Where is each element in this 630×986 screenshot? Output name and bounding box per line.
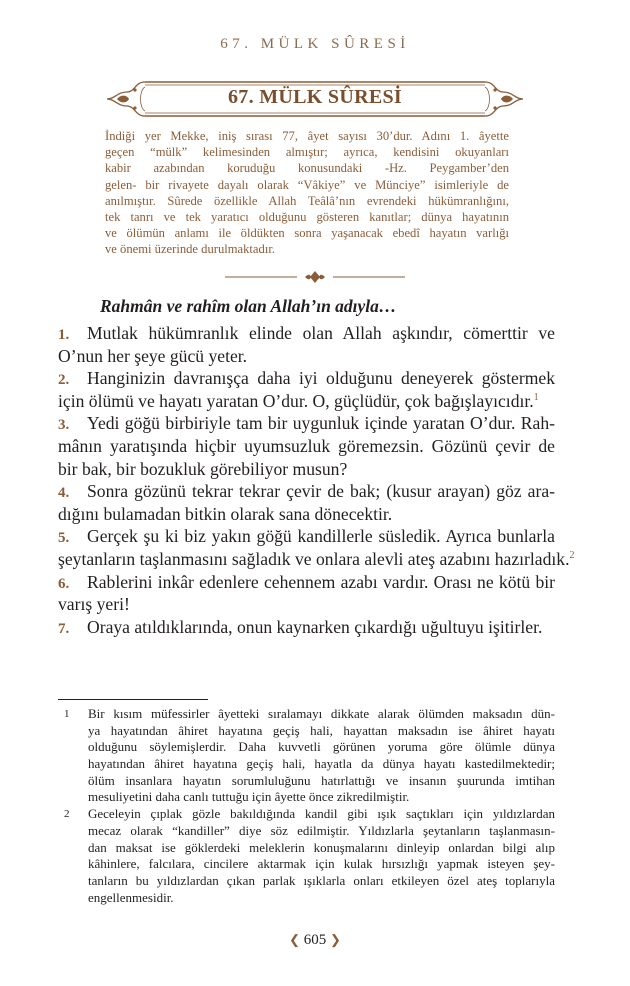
verse-line: [58, 412, 555, 435]
intro-line: anılmıştır. Sûrede özellikle Allah Teâlâ’nın evrendeki hükümranlığını,: [105, 193, 509, 208]
footnote-line: engellenmesidir.: [88, 889, 174, 905]
running-head: 67. MÜLK SÛRESİ: [220, 36, 410, 52]
verse-text: bir bak, bir bozukluk görebiliyor musun?: [58, 458, 348, 479]
verse-line: [58, 480, 555, 503]
footnote-line: olduğunu söylemişlerdir. Daha kuvvetli görünen yoruma göre ölümle dünya: [88, 739, 555, 755]
footnote-line: ölüm insanlara hayatın sorumluluğunu hatırlattığı ve insanın şuurunda imtihan: [88, 772, 555, 788]
verse-line: [58, 616, 555, 639]
verse-line: [58, 322, 555, 345]
verse-line: [58, 593, 555, 616]
verse-text: Sonra gözünü tekrar tekrar çevir de bak; (kusur arayan) göz ara-: [87, 481, 555, 502]
verse-number: 7.: [58, 620, 70, 637]
footnote-line: Geceleyin çıplak gözle bakıldığında kandil gibi ışık saçtıkları için yıldızlardan: [88, 806, 555, 822]
footnote-line: ya hayatından âhiret hayatına geçiş hali, hayattan maksadın ise âhiret hayatı: [88, 722, 555, 738]
verse-number: 3.: [58, 417, 70, 434]
intro-line: tek tanrı ve tek yaratıcı olduğunu gösteren kanıtlar; dünya hayatının: [105, 209, 509, 224]
verse-line: [58, 458, 555, 481]
intro-line: ve önemi üzerinde durulmaktadır.: [105, 242, 275, 257]
surah-title: 67. MÜLK SÛRESİ: [228, 86, 402, 108]
verse-text: için ölümü ve hayatı yaratan O’dur. O, güçlüdür, çok bağışlayıcıdır.: [58, 390, 534, 411]
verse-number: 6.: [58, 575, 70, 592]
intro-line: geçen “mülk” kelimesinden almıştır; ayrıca, kendisini okuyanları: [105, 145, 509, 160]
surah-introduction: [105, 128, 509, 258]
right-ornament-icon: ❯: [330, 932, 341, 947]
footnote-number: 1: [64, 708, 70, 720]
verse-text: varış yeri!: [58, 594, 130, 615]
section-divider-ornament: [225, 270, 405, 284]
footnote-separator: [58, 699, 208, 700]
verse-text: Yedi göğü birbiriyle tam bir uygunluk içinde yaratan O’dur. Rah-: [87, 413, 555, 434]
verse-list: [58, 322, 575, 638]
intro-line: kabir azabından koruduğu konusundaki -Hz. Peygamber’den: [105, 161, 509, 176]
verse-text: Oraya atıldıklarında, onun kaynarken çıkardığı uğultuyu işitirler.: [87, 616, 543, 637]
page-number: 605: [303, 932, 327, 948]
verse-text: Mutlak hükümranlık elinde olan Allah aşkındır, cömerttir ve: [87, 323, 555, 343]
page-number-footer: [0, 932, 630, 949]
verse-text: mânın yaratışında hiçbir uyumsuzluk göremezsin. Gözünü çevir de: [58, 435, 555, 456]
footnote-line: Bir kısım müfessirler âyetteki sıralamayı dikkate alarak ölümden maksadın dün-: [88, 706, 555, 721]
intro-line: ve ölümün anlamı ile öldükten sonra yaşanacak ebedî hayatın varlığı: [105, 226, 509, 241]
footnote: [58, 706, 555, 806]
verse-line: [58, 367, 555, 390]
left-ornament-icon: ❮: [289, 932, 300, 947]
intro-line: gelen- bir rivayete dayalı olarak “Vâkiye” ve Münciye” isimleriyle de: [105, 177, 509, 192]
verse-text: O’nun her şeye gücü yeter.: [58, 345, 248, 366]
verse-line: [58, 345, 555, 368]
verse-line: [58, 525, 555, 548]
verse-text: dığını bulamadan bitkin olarak sana dönecektir.: [58, 503, 393, 524]
verse-line: [58, 571, 555, 594]
footnote-line: tanların bu yıldızlardan çıkan parlak ışıklarla onları etkileyen özel ateş toplarıyla: [88, 872, 555, 888]
verse-number: 4.: [58, 485, 70, 502]
verse-text: Gerçek şu ki biz yakın göğü kandillerle süsledik. Ayrıca bunlarla: [87, 526, 555, 547]
basmala: Rahmân ve rahîm olan Allah’ın adıyla…: [100, 296, 397, 316]
footnote-line: dan maksat ise göklerdeki meleklerin konuşmalarını dinleyip onlardan bilgi alıp: [88, 839, 555, 855]
footnote-reference[interactable]: 1: [533, 391, 539, 403]
verse-line: [58, 503, 555, 526]
intro-line: İndiği yer Mekke, iniş sırası 77, âyet sayısı 30’dur. Adını 1. âyette: [105, 129, 509, 143]
verse-text: şeytanların taşlanmasını sağladık ve onlara alevli ateş azabını hazırladık.: [58, 548, 570, 569]
footnote-number: 2: [64, 808, 70, 821]
verse-line: [58, 548, 575, 571]
footnotes: [58, 706, 555, 906]
verse-number: 2.: [58, 372, 70, 389]
footnote-reference[interactable]: 2: [569, 550, 575, 562]
verse-text: Hanginizin davranışça daha iyi olduğunu deneyerek göstermek: [87, 368, 555, 389]
verse-line: [58, 435, 555, 458]
verse-number: 5.: [58, 530, 70, 547]
verse-number: 1.: [58, 327, 70, 343]
verse-text: Rablerini inkâr edenlere cehennem azabı vardır. Orası ne kötü bir: [87, 571, 555, 592]
footnote-line: mecaz olarak “kandiller” diye söz edilmiştir. Yıldızlarla şeytanların taşlanmasın-: [88, 822, 555, 838]
footnote: [58, 806, 555, 906]
footnote-line: hayatından âhiret hayatına geçiş hali, hayatla da dünya hayatı kastedilmektedir;: [88, 756, 555, 772]
surah-title-banner: [105, 78, 525, 120]
verse-line: [58, 390, 555, 413]
footnote-line: kâhinlere, falcılara, cincilere aktarmak için kulak hırsızlığı yapmak isteyen şey-: [88, 856, 555, 872]
footnote-line: mesuliyetini daha canlı tuttuğu için âyette önce zikredilmiştir.: [88, 789, 410, 805]
